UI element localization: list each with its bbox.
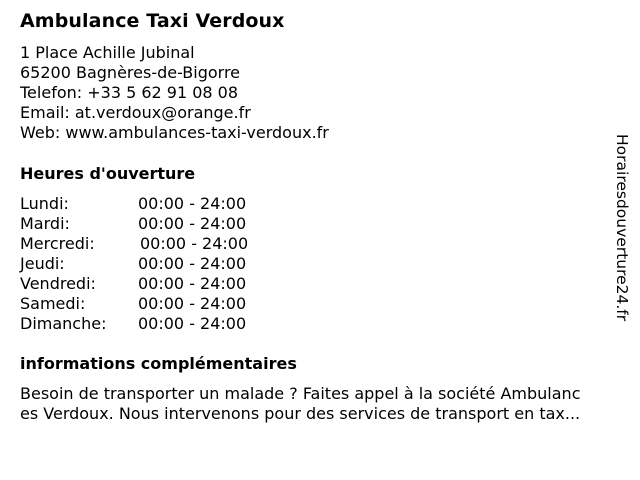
day-label: Vendredi: [20,274,96,293]
time-range: 00:00 - 24:00 [138,214,247,233]
time-range: 00:00 - 24:00 [140,234,249,253]
opening-hours-table [20,194,320,334]
address-street: 1 Place Achille Jubinal [20,43,195,62]
web-line: Web: www.ambulances-taxi-verdoux.fr [20,123,329,142]
hours-row-friday [20,274,320,294]
additional-info-text [20,384,630,424]
phone-line: Telefon: +33 5 62 91 08 08 [20,83,239,102]
info-line-1: Besoin de transporter un malade ? Faites appel à la société Ambulanc [20,384,581,403]
site-watermark [612,134,632,348]
address-city: 65200 Bagnères-de-Bigorre [20,63,241,82]
time-range: 00:00 - 24:00 [138,314,247,333]
day-label: Dimanche: [20,314,107,333]
business-name: Ambulance Taxi Verdoux [20,10,285,32]
time-range: 00:00 - 24:00 [138,194,247,213]
opening-hours-heading: Heures d'ouverture [20,164,196,183]
hours-row-thursday [20,254,320,274]
day-label: Lundi: [20,194,69,213]
additional-info-heading: informations complémentaires [20,354,297,373]
time-range: 00:00 - 24:00 [138,274,247,293]
email-line: Email: at.verdoux@orange.fr [20,103,251,122]
time-range: 00:00 - 24:00 [138,254,247,273]
time-range: 00:00 - 24:00 [138,294,247,313]
info-line-2: es Verdoux. Nous intervenons pour des services de transport en tax... [20,404,581,423]
day-label: Samedi: [20,294,86,313]
day-label: Mercredi: [20,234,95,253]
hours-row-sunday [20,314,320,334]
contact-block [20,43,329,143]
hours-row-monday [20,194,320,214]
hours-row-wednesday [20,234,320,254]
hours-row-saturday [20,294,320,314]
day-label: Jeudi: [20,254,65,273]
day-label: Mardi: [20,214,70,233]
hours-row-tuesday [20,214,320,234]
watermark-text: Horairesdouverture24.fr [613,134,631,322]
